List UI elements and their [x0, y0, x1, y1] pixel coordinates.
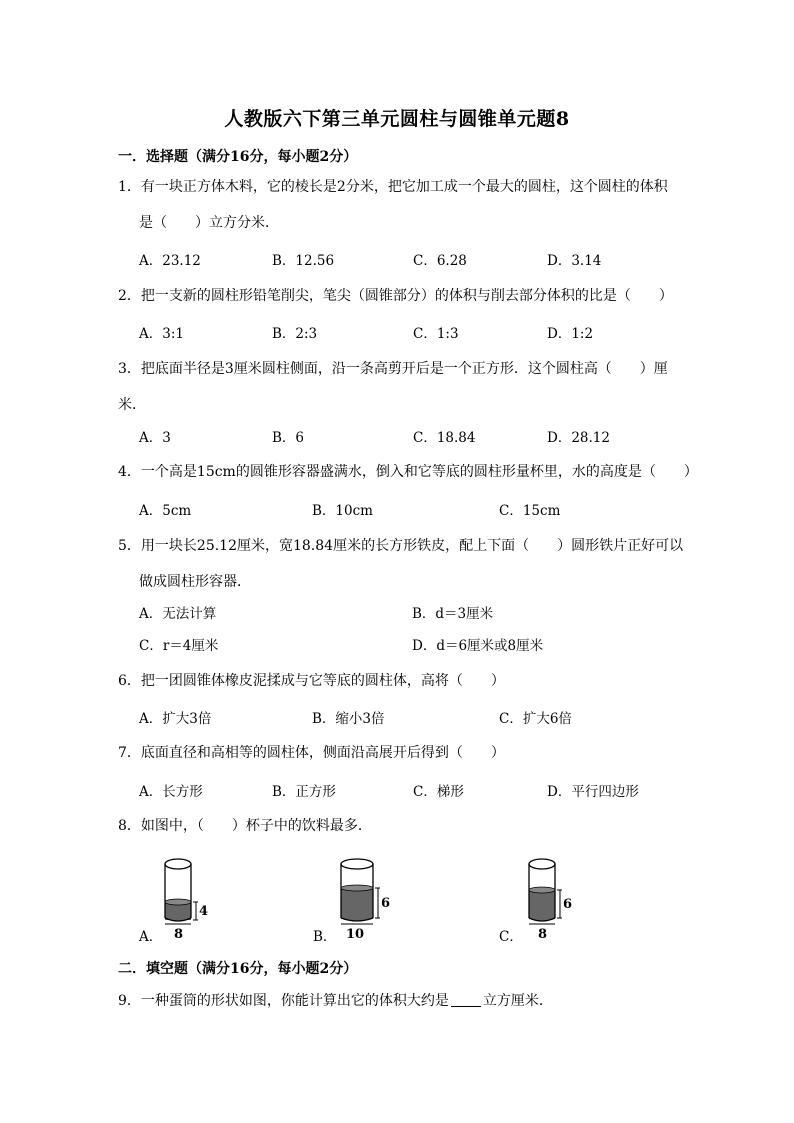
- cup-fill: [529, 890, 555, 918]
- q2-option-d[interactable]: D．1:2: [547, 326, 594, 342]
- question-7-text: 7．底面直径和高相等的圆柱体，侧面沿高展开后得到（ ）: [118, 745, 505, 761]
- q3-option-d[interactable]: D．28.12: [547, 430, 610, 446]
- q4-option-c[interactable]: C．15cm: [499, 503, 561, 519]
- question-5-text-cont: 做成圆柱形容器．: [139, 574, 251, 590]
- question-2-text: 2．把一支新的圆柱形铅笔削尖，笔尖（圆锥部分）的体积与削去部分体积的比是（ ）: [118, 288, 673, 304]
- q1-option-a[interactable]: A．23.12: [139, 253, 201, 269]
- q2-option-a[interactable]: A．3:1: [139, 326, 184, 342]
- cup-base: [529, 918, 555, 921]
- q7-option-b[interactable]: B．正方形: [272, 784, 336, 800]
- question-1-text-cont: 是（ ）立方分米．: [139, 215, 279, 231]
- q1-option-b[interactable]: B．12.56: [272, 253, 335, 269]
- cup-diameter-label: 8: [538, 927, 548, 942]
- cup-rim: [341, 859, 373, 869]
- cup-base: [341, 918, 373, 921]
- cup-height-label: 6: [563, 897, 573, 912]
- question-8-text: 8．如图中，（ ）杯子中的饮料最多．: [118, 818, 372, 834]
- cup-height-label: 6: [381, 896, 391, 911]
- q6-option-a[interactable]: A．扩大3倍: [139, 711, 212, 727]
- q8-option-c[interactable]: C．: [499, 929, 523, 945]
- cup-fill: [341, 888, 373, 918]
- q1-option-d[interactable]: D．3.14: [547, 253, 602, 269]
- cup-diameter-label: 10: [346, 927, 365, 942]
- cup-height-label: 4: [199, 904, 209, 919]
- question-3-text: 3．把底面半径是3厘米圆柱侧面，沿一条高剪开后是一个正方形．这个圆柱高（ ）厘: [118, 361, 668, 377]
- q4-option-b[interactable]: B．10cm: [312, 503, 373, 519]
- cup-liquid-surface: [529, 887, 555, 893]
- q3-option-a[interactable]: A．3: [139, 430, 171, 446]
- q8-option-b[interactable]: B．: [313, 929, 337, 945]
- q6-option-b[interactable]: B．缩小3倍: [312, 711, 385, 727]
- q5-option-c[interactable]: C．r＝4厘米: [139, 638, 219, 654]
- question-5-text: 5．用一块长25.12厘米，宽18.84厘米的长方形铁皮，配上下面（ ）圆形铁片正好可以: [118, 538, 684, 554]
- answer-blank[interactable]: [451, 992, 481, 1007]
- q2-option-b[interactable]: B．2:3: [272, 326, 318, 342]
- q8-option-a[interactable]: A．: [139, 929, 163, 945]
- q3-option-b[interactable]: B．6: [272, 430, 305, 446]
- q7-option-c[interactable]: C．梯形: [413, 784, 464, 800]
- cup-liquid-surface: [341, 885, 373, 891]
- question-9-text-post: 立方厘米．: [482, 993, 553, 1009]
- q7-option-d[interactable]: D．平行四边形: [547, 784, 639, 800]
- question-9-text: [118, 990, 553, 1010]
- q4-option-a[interactable]: A．5cm: [139, 503, 192, 519]
- cup-liquid-surface: [165, 899, 191, 905]
- question-3-text-cont: 米．: [118, 397, 146, 413]
- q6-option-c[interactable]: C．扩大6倍: [499, 711, 572, 727]
- cup-rim: [165, 859, 191, 869]
- cup-rim: [529, 859, 555, 869]
- section-heading-choice: 一．选择题（满分16分，每小题2分）: [118, 149, 358, 165]
- question-9-text-pre: 9．一种蛋筒的形状如图，你能计算出它的体积大约是: [118, 993, 449, 1009]
- cup-figure-b: [333, 852, 399, 942]
- question-4-text: 4．一个高是15cm的圆锥形容器盛满水，倒入和它等底的圆柱形量杯里，水的高度是（ ）: [118, 464, 698, 480]
- cup-diameter-label: 8: [174, 927, 184, 942]
- q2-option-c[interactable]: C．1:3: [413, 326, 459, 342]
- q1-option-c[interactable]: C．6.28: [413, 253, 467, 269]
- question-6-text: 6．把一团圆锥体橡皮泥揉成与它等底的圆柱体，高将（ ）: [118, 673, 505, 689]
- q5-option-a[interactable]: A．无法计算: [139, 606, 217, 622]
- q5-option-d[interactable]: D．d＝6厘米或8厘米: [412, 638, 544, 654]
- q3-option-c[interactable]: C．18.84: [413, 430, 476, 446]
- cup-base: [165, 918, 191, 921]
- q7-option-a[interactable]: A．长方形: [139, 784, 203, 800]
- q5-option-b[interactable]: B．d＝3厘米: [412, 606, 494, 622]
- section-heading-fill: 二．填空题（满分16分，每小题2分）: [118, 961, 358, 977]
- cup-figure-a: [155, 852, 215, 942]
- question-1-text: 1．有一块正方体木料，它的棱长是2分米，把它加工成一个最大的圆柱，这个圆柱的体积: [118, 179, 668, 195]
- page-title: 人教版六下第三单元圆柱与圆锥单元题8: [224, 108, 570, 130]
- cup-figure-c: [521, 852, 581, 942]
